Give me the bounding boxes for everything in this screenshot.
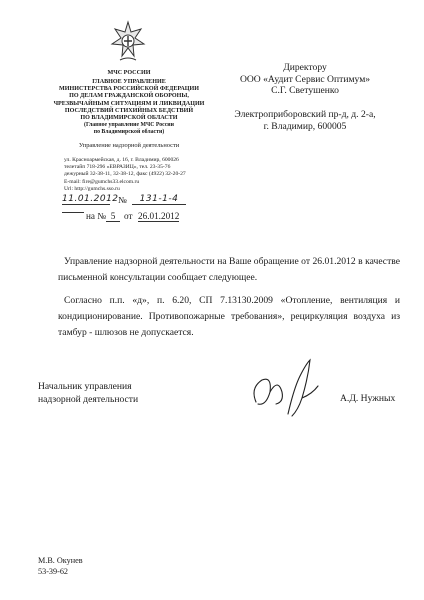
body-paragraph: Согласно п.п. «д», п. 6.20, СП 7.13130.2009 «Отопление, вентиляция и кондиционирование. Противопожарные требования», рециркуляция воздуха из тамбур - шлюзов не допускается.: [58, 295, 400, 338]
reference-from-label: от: [124, 211, 133, 221]
recipient-block: [215, 62, 395, 97]
recipient-line: г. Владимир, 600005: [263, 120, 347, 132]
agency-line: ГЛАВНОЕ УПРАВЛЕНИЕ: [92, 79, 166, 85]
agency-line: МИНИСТЕРСТВА РОССИЙСКОЙ ФЕДЕРАЦИИ: [59, 86, 199, 93]
reference-underline: [62, 212, 84, 213]
contact-block: [64, 157, 214, 193]
contact-line: E-mail: fire@gumchs33.elcom.ru: [64, 178, 140, 185]
contact-line: ул. Красноармейская, д. 16, г. Владимир, 600026: [64, 157, 179, 163]
agency-line: ЧРЕЗВЫЧАЙНЫМ СИТУАЦИЯМ И ЛИКВИДАЦИИ: [53, 100, 205, 107]
outgoing-number-label: №: [118, 195, 127, 205]
signatory-name: А.Д. Нужных: [340, 393, 396, 404]
executor-phone: 53-39-62: [38, 566, 69, 576]
outgoing-date: 11.01.2012: [62, 194, 119, 204]
signatory-position-line: Начальник управления: [38, 381, 132, 392]
reference-date: 26.01.2012: [138, 211, 180, 221]
outgoing-number: 131-1-4: [132, 194, 186, 205]
body-paragraph: Управление надзорной деятельности на Ваше обращение от 26.01.2012 в качестве письменной консультации сообщает следующее.: [58, 256, 400, 283]
agency-line: ПО ДЕЛАМ ГРАЖДАНСКОЙ ОБОРОНЫ,: [69, 93, 189, 100]
recipient-line: С.Г. Светушенко: [271, 85, 339, 96]
reference-prefix: на №: [86, 211, 107, 221]
signatory-position: [38, 380, 138, 406]
agency-line: ПОСЛЕДСТВИЙ СТИХИЙНЫХ БЕДСТВИЙ: [64, 107, 194, 114]
handwritten-signature-icon: [248, 358, 338, 420]
contact-line: Url: http://gumchs.sso.ru: [64, 185, 120, 192]
agency-line: (Главное управление МЧС России: [84, 122, 174, 129]
agency-line: ПО ВЛАДИМИРСКОЙ ОБЛАСТИ: [80, 115, 178, 122]
mchs-star-emblem-icon: [110, 20, 146, 64]
department-name: Управление надзорной деятельности: [78, 142, 180, 149]
recipient-line: Электроприборовский пр-д, д. 2-а,: [234, 109, 376, 120]
contact-line: дежурный 32-38-11, 32-38-12, факс (4922) 32-20-27: [64, 171, 186, 178]
letter-body: [58, 254, 400, 341]
recipient-line: Директору: [283, 62, 327, 73]
reference-number: 5: [106, 211, 120, 222]
recipient-line: ООО «Аудит Сервис Оптимум»: [239, 73, 371, 85]
executor-name: М.В. Окунев: [38, 556, 83, 565]
agency-short-name: МЧС РОССИИ: [107, 70, 151, 76]
executor-block: [38, 556, 83, 577]
recipient-address: [215, 109, 395, 132]
agency-line: по Владимирской области): [93, 129, 165, 136]
signatory-position-line: надзорной деятельности: [38, 394, 139, 405]
agency-full-name: [40, 79, 218, 137]
contact-line: телетайп 718-296 «ЕВРАЗИЦ», тел. 23-35-76: [64, 164, 171, 171]
